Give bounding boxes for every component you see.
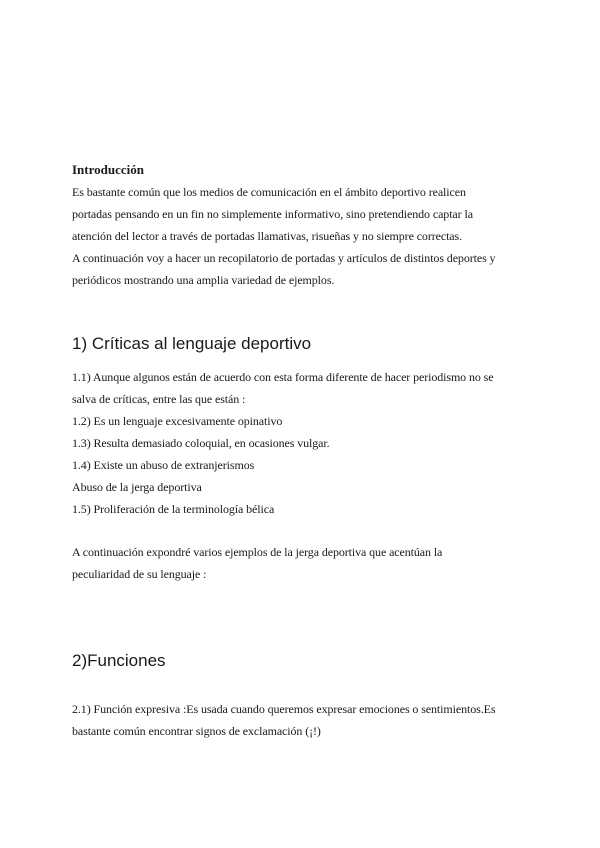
section1-closing-line: peculiaridad de su lenguaje :: [72, 567, 207, 581]
section1-line: 1.1) Aunque algunos están de acuerdo con esta forma diferente de hacer periodismo no se: [72, 370, 494, 384]
intro-line: portadas pensando en un fin no simplemente informativo, sino pretendiendo captar la: [72, 207, 473, 221]
intro-heading: Introducción: [72, 162, 144, 177]
section1-line: 1.2) Es un lenguaje excesivamente opinativo: [72, 414, 283, 428]
intro-line: atención del lector a través de portadas llamativas, risueñas y no siempre correctas.: [72, 229, 463, 243]
section1-line: 1.5) Proliferación de la terminología bélica: [72, 502, 275, 516]
section1-closing-paragraph: [72, 541, 522, 585]
section1-line: salva de críticas, entre las que están :: [72, 392, 246, 406]
section1-closing-line: A continuación expondré varios ejemplos de la jerga deportiva que acentúan la: [72, 545, 443, 559]
section1-line: 1.3) Resulta demasiado coloquial, en ocasiones vulgar.: [72, 436, 330, 450]
section1-heading: 1) Críticas al lenguaje deportivo: [72, 334, 312, 353]
section2-heading: 2)Funciones: [72, 651, 166, 670]
section2-line: bastante común encontrar signos de exclamación (¡!): [72, 724, 321, 738]
section1-line: 1.4) Existe un abuso de extranjerismos: [72, 458, 255, 472]
intro-line: Es bastante común que los medios de comunicación en el ámbito deportivo realicen: [72, 185, 466, 199]
intro-line: periódicos mostrando una amplia variedad de ejemplos.: [72, 273, 335, 287]
section1-list: [72, 366, 522, 520]
section2-paragraph: [72, 698, 522, 742]
intro-line: A continuación voy a hacer un recopilatorio de portadas y artículos de distintos deportes y: [72, 251, 496, 265]
section1-line: Abuso de la jerga deportiva: [72, 480, 202, 494]
intro-paragraph: [72, 181, 522, 291]
section2-line: 2.1) Función expresiva :Es usada cuando queremos expresar emociones o sentimientos.Es: [72, 702, 496, 716]
